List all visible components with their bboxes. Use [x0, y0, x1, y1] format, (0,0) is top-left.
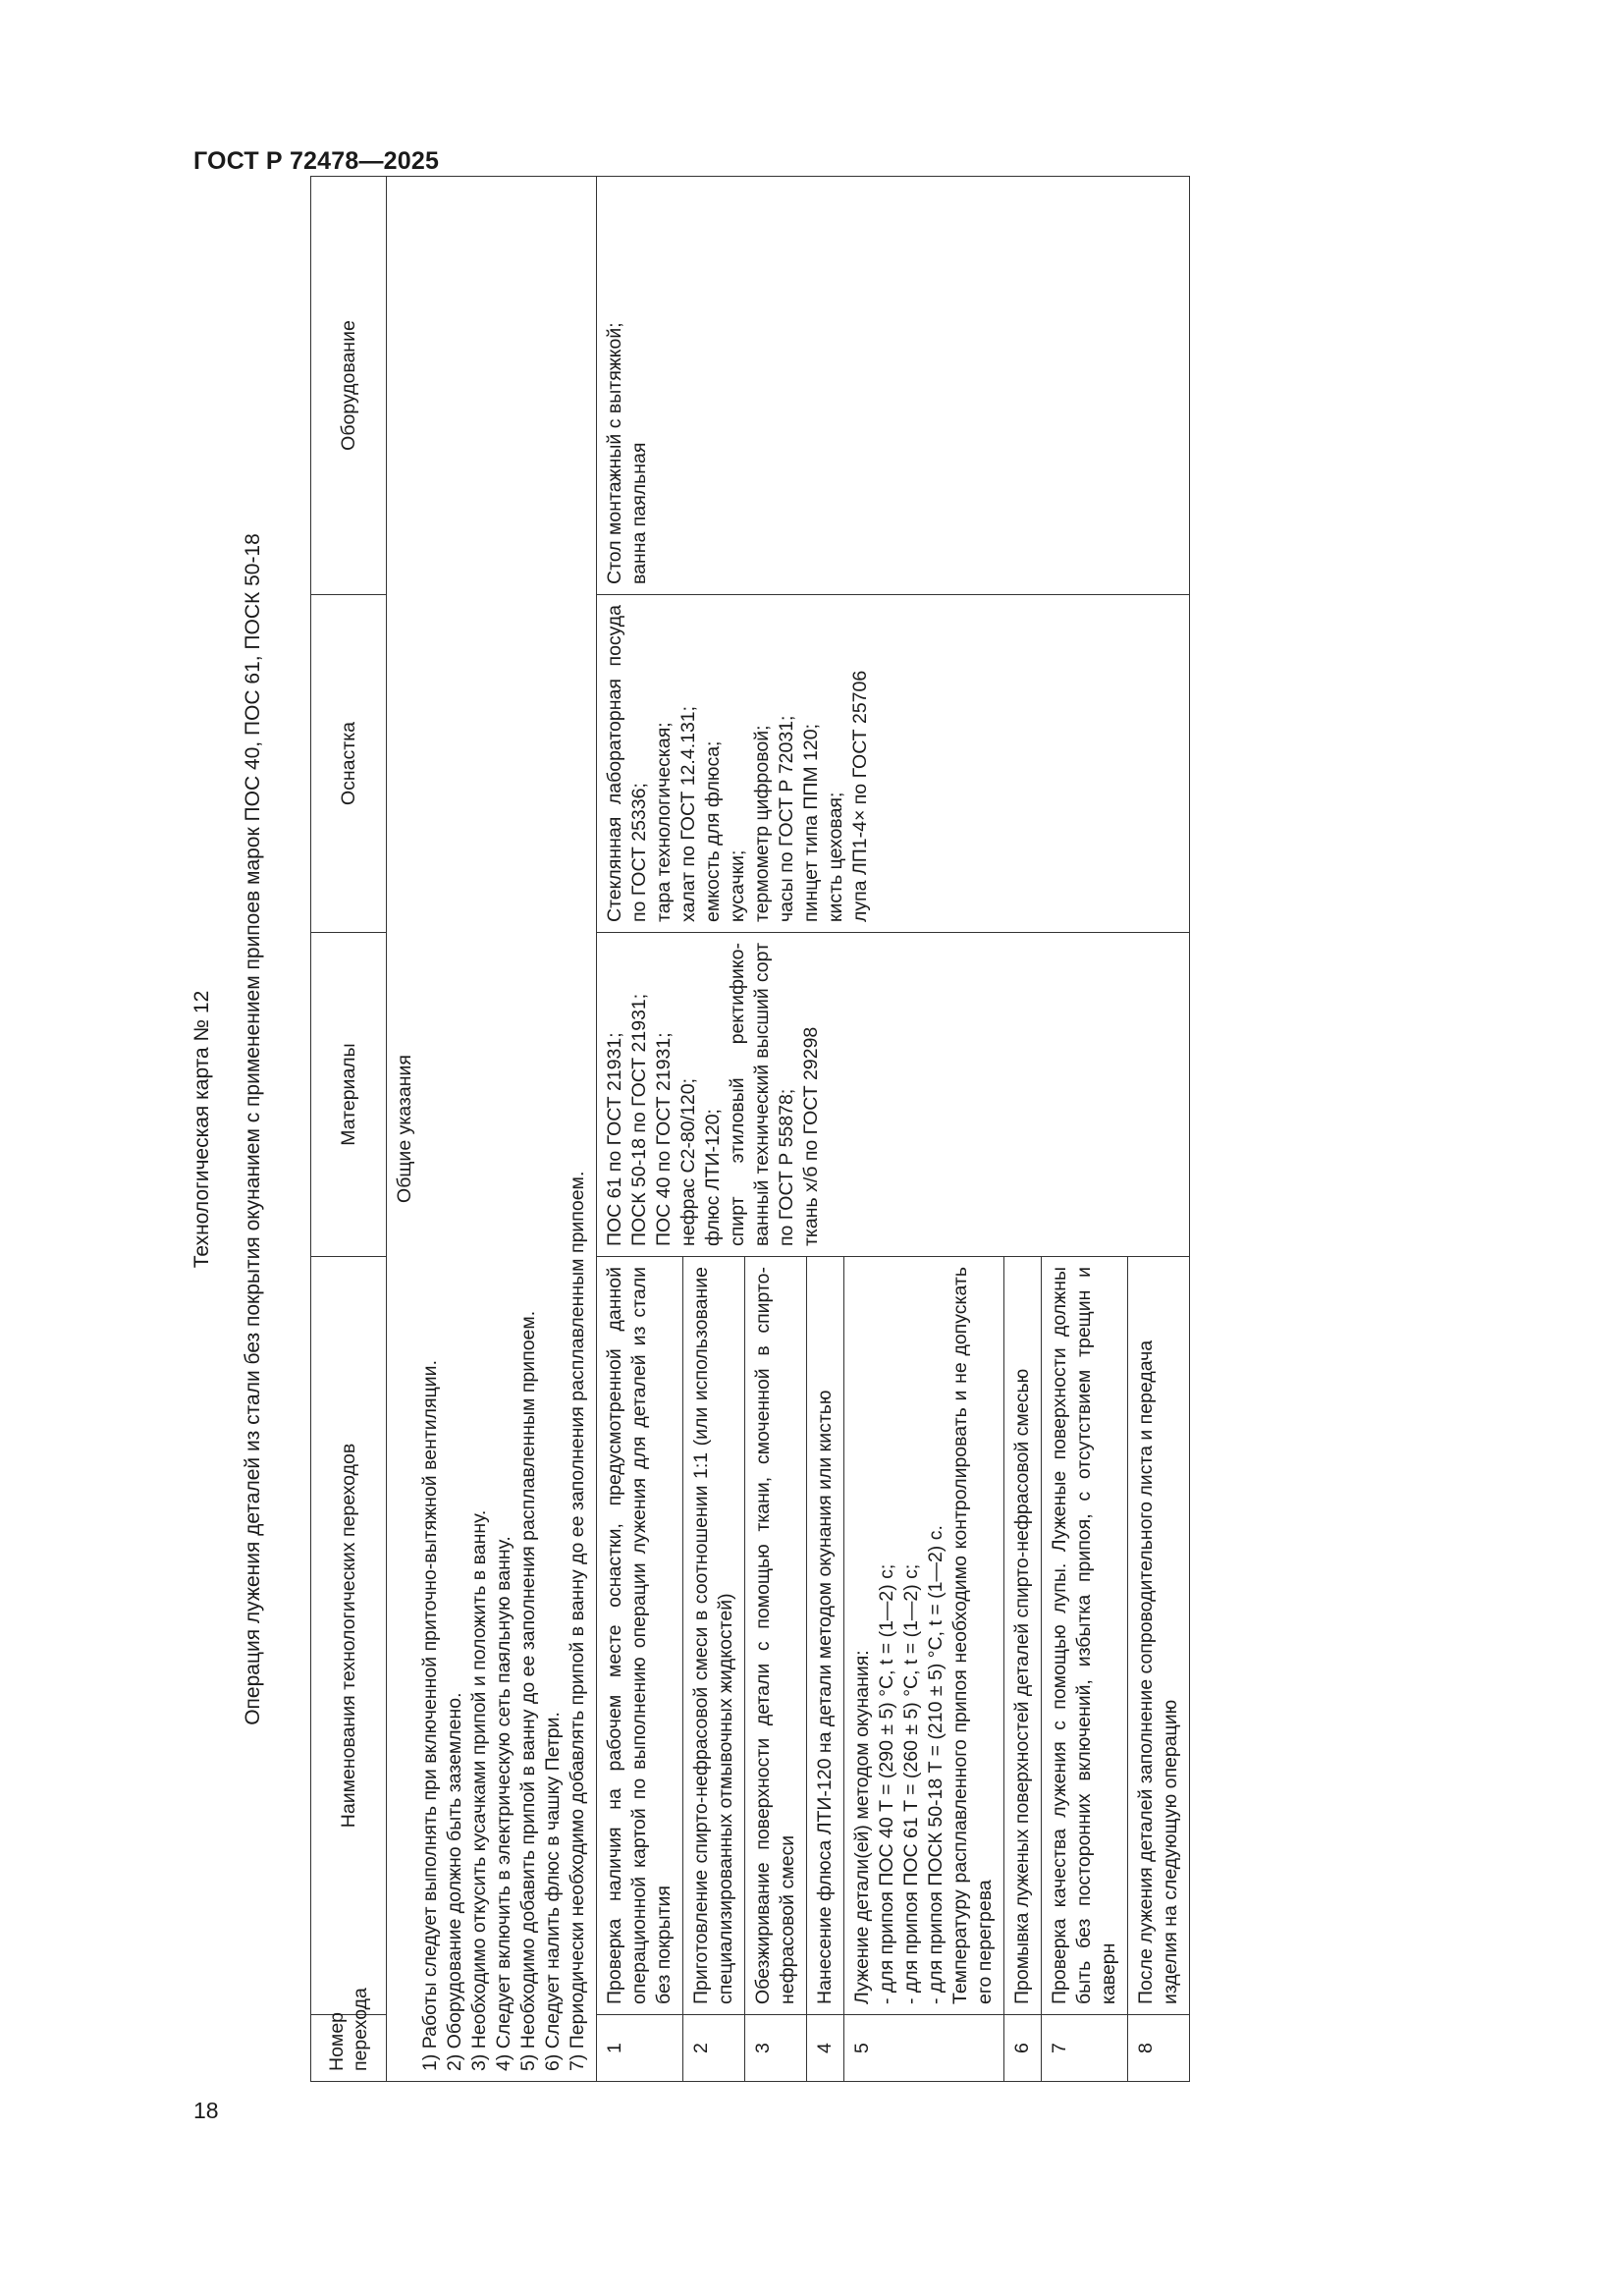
step-text: Проверка наличия на рабочем месте оснастки, предусмотренной данной операционной картой по выполнению операции лужения для деталей из стали без покрытия — [597, 1257, 683, 2015]
step-number: 8 — [1128, 2015, 1190, 2082]
material-item: ПОС 61 по ГОСТ 21931; — [604, 1032, 625, 1246]
general-instructions-row — [387, 177, 597, 2082]
general-item: 5) Необходимо добавить припой в ванну до ее заполнения расплавленным припоем. — [517, 1310, 539, 2071]
step-line: Температуру расплавленного припоя необходимо контролировать и не допускать его перегрева — [949, 1267, 996, 2004]
step-text — [844, 1257, 1004, 2015]
step-number: 7 — [1042, 2015, 1128, 2082]
step-text: Приготовление спирто-нефрасовой смеси в соотношении 1:1 (или использование специализированных отмывочных жидкостей) — [683, 1257, 745, 2015]
technological-card-table — [310, 176, 1190, 2082]
general-item: 4) Следует включить в электрическую сеть паяльную ванну. — [493, 1536, 514, 2071]
materials-cell — [597, 933, 1190, 1257]
document-code: ГОСТ Р 72478—2025 — [193, 147, 440, 175]
step-number: 5 — [844, 2015, 1004, 2082]
step-number: 4 — [807, 2015, 844, 2082]
step-number: 3 — [745, 2015, 807, 2082]
step-number: 2 — [683, 2015, 745, 2082]
general-list — [418, 187, 590, 2071]
page-number: 18 — [193, 2098, 219, 2123]
step-text: Промывка луженых поверхностей деталей спирто-нефрасовой смесью — [1004, 1257, 1042, 2015]
header-materials: Материалы — [311, 933, 387, 1257]
equipment-item: Стол монтажный с вытяжкой; — [604, 322, 625, 584]
material-item: ПОСК 50-18 по ГОСТ 21931; — [628, 993, 650, 1246]
tooling-item: емкость для флюса; — [702, 740, 724, 922]
general-instructions — [387, 177, 597, 2082]
header-tooling: Оснастка — [311, 595, 387, 933]
tooling-item: халат по ГОСТ 12.4.131; — [677, 705, 699, 922]
tooling-item: пинцет типа ППМ 120; — [800, 723, 822, 922]
table-header-row — [311, 177, 387, 2082]
step-line: - для припоя ПОС 61 T = (260 ± 5) °С, t = (1—2) с; — [900, 1563, 922, 2004]
step-text: Проверка качества лужения с помощью лупы. Луженые поверхности должны быть без посторонних включений, избытка припоя, с отсутствием трещин и каверн — [1042, 1257, 1128, 2015]
header-num: Номер перехода — [311, 2015, 387, 2082]
tooling-cell — [597, 595, 1190, 933]
material-item: нефрас С2-80/120; — [677, 1078, 699, 1246]
tooling-item: кусачки; — [727, 849, 748, 922]
general-title: Общие указания — [394, 1055, 415, 1203]
table-row — [597, 177, 683, 2082]
equipment-cell — [597, 177, 1190, 595]
header-equipment: Оборудование — [311, 177, 387, 595]
material-item: ткань х/б по ГОСТ 29298 — [800, 1026, 822, 1246]
general-item: 3) Необходимо откусить кусачками припой и положить в ванну. — [468, 1509, 490, 2071]
tooling-item: тара технологическая; — [653, 722, 675, 922]
general-item: 1) Работы следует выполнять при включенной приточно-вытяжной вентиляции. — [419, 1360, 441, 2071]
tooling-item: Стеклянная лабораторная посуда по ГОСТ 25336; — [604, 605, 650, 922]
general-item: 7) Периодически необходимо добавлять припой в ванну до ее заполнения расплавленным припоем. — [567, 1171, 588, 2071]
step-number: 1 — [597, 2015, 683, 2082]
step-text: Нанесение флюса ЛТИ-120 на детали методом окунания или кистью — [807, 1257, 844, 2015]
tooling-item: часы по ГОСТ Р 72031; — [776, 715, 797, 922]
step-text: После лужения деталей заполнение сопроводительного листа и передача изделия на следующую операцию — [1128, 1257, 1190, 2015]
step-number: 6 — [1004, 2015, 1042, 2082]
general-item: 2) Оборудование должно быть заземлено. — [444, 1692, 465, 2071]
card-title: Технологическая карта № 12 — [190, 990, 213, 1269]
tooling-item: термометр цифровой; — [751, 725, 773, 922]
tooling-item: кисть цеховая; — [825, 792, 846, 922]
step-line: Лужение детали(ей) методом окунания: — [851, 1650, 873, 2004]
step-line: - для припоя ПОС 40 T = (290 ± 5) °С, t = (1—2) с; — [876, 1563, 897, 2004]
material-item: ПОС 40 по ГОСТ 21931; — [653, 1032, 675, 1246]
rotated-card — [189, 177, 1465, 2082]
material-item: спирт этиловый ректифико-ванный технический высший сорт по ГОСТ Р 55878; — [727, 943, 797, 1246]
step-line: - для припоя ПОСК 50-18 T = (210 ± 5) °С, t = (1—2) с. — [925, 1525, 947, 2004]
card-subtitle: Операция лужения деталей из стали без покрытия окунанием с применением припоев марок ПОС 40, ПОС 61, ПОСК 50-18 — [242, 533, 264, 1725]
step-text: Обезжиривание поверхности детали с помощью ткани, смоченной в спирто-нефрасовой смеси — [745, 1257, 807, 2015]
header-name: Наименования технологических переходов — [311, 1257, 387, 2015]
equipment-item: ванна паяльная — [628, 442, 650, 584]
tooling-item: лупа ЛП1-4× по ГОСТ 25706 — [849, 670, 871, 922]
material-item: флюс ЛТИ-120; — [702, 1109, 724, 1246]
general-item: 6) Следует налить флюс в чашку Петри. — [542, 1712, 564, 2071]
